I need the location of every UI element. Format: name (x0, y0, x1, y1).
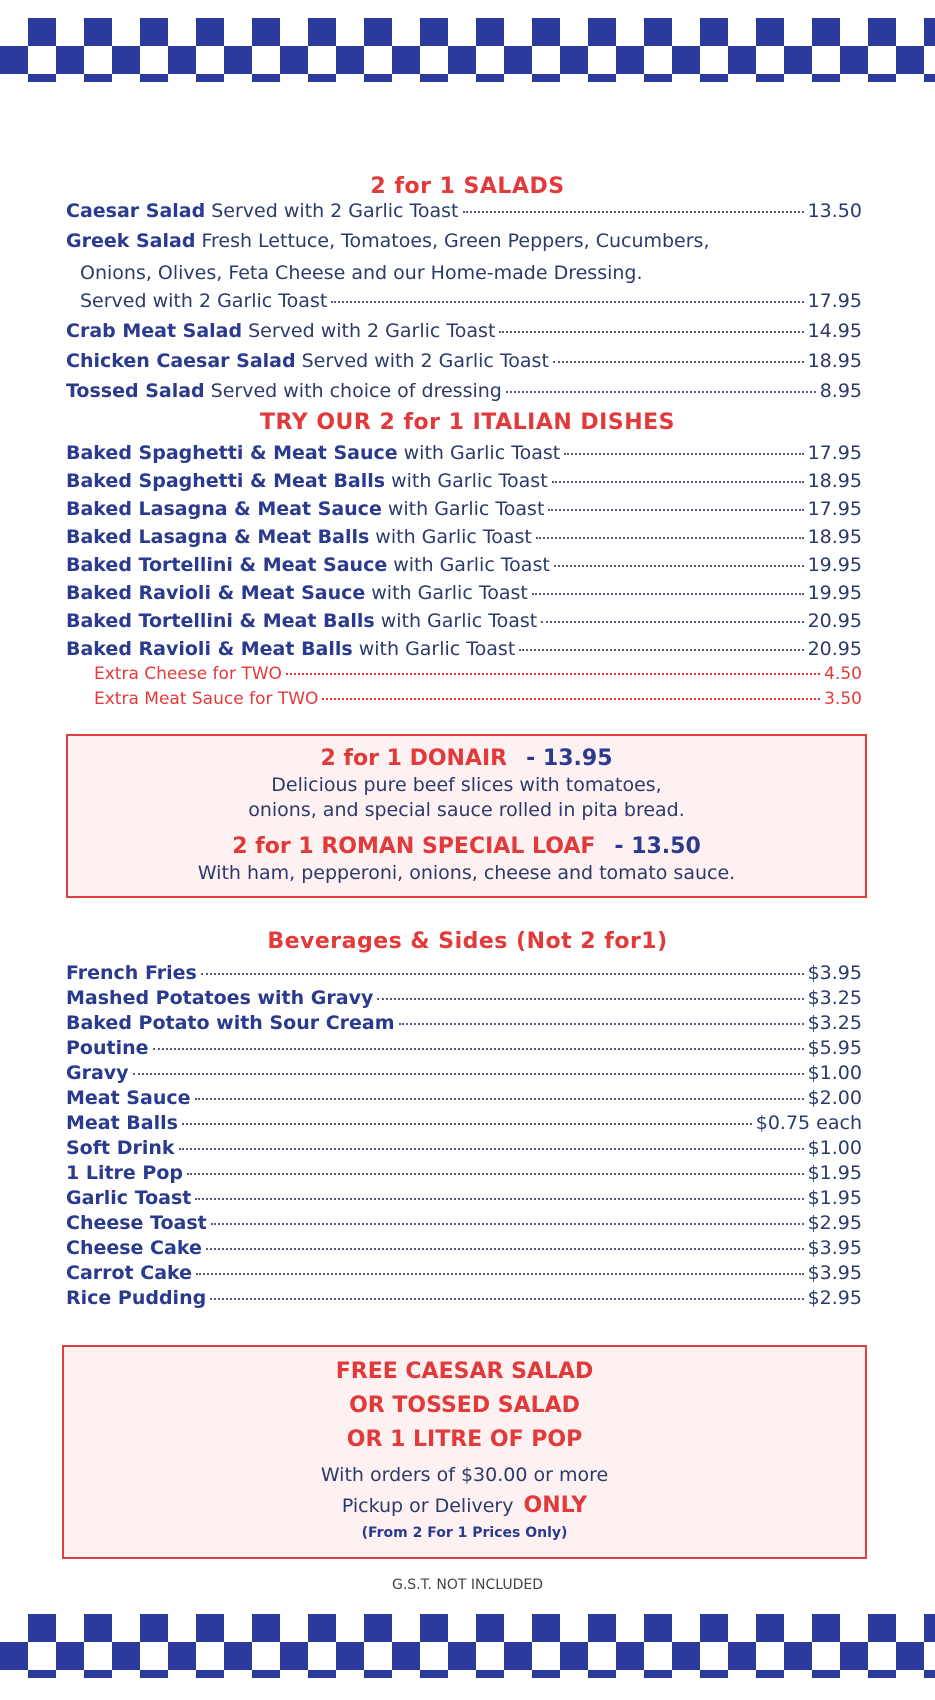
menu-item (66, 610, 862, 636)
dot-leader (210, 1298, 803, 1300)
item-name: Caesar Salad (66, 200, 206, 222)
item-name: Baked Lasagna & Meat Balls (66, 526, 370, 548)
menu-item (66, 962, 862, 987)
item-price: $3.95 (807, 962, 862, 984)
menu-item (66, 470, 862, 496)
menu-item (66, 1162, 862, 1187)
item-name: Meat Balls (66, 1112, 178, 1134)
item-price: $3.95 (807, 1262, 862, 1284)
dot-leader (133, 1073, 804, 1075)
item-name: Mashed Potatoes with Gravy (66, 987, 374, 1009)
item-price: $3.95 (807, 1237, 862, 1259)
item-price: $3.25 (807, 987, 862, 1009)
italian-title: TRY OUR 2 for 1 ITALIAN DISHES (259, 410, 676, 435)
item-price: 19.95 (807, 554, 862, 576)
menu-item (66, 1062, 862, 1087)
item-name: Baked Ravioli & Meat Balls (66, 638, 353, 660)
dot-leader (552, 481, 804, 483)
dot-leader (536, 537, 804, 539)
menu-item (66, 1212, 862, 1237)
dot-leader (399, 1023, 804, 1025)
item-name: Crab Meat Salad (66, 320, 243, 342)
menu-item (66, 1012, 862, 1037)
item-desc: with Garlic Toast (358, 638, 516, 660)
item-price: 17.95 (807, 498, 862, 520)
item-name: Rice Pudding (66, 1287, 207, 1309)
item-price: $2.00 (807, 1087, 862, 1109)
item-price: $1.00 (807, 1137, 862, 1159)
item-price: 18.95 (807, 470, 862, 492)
item-desc: with Garlic Toast (393, 554, 550, 576)
dot-leader (182, 1123, 752, 1125)
item-name: French Fries (66, 962, 197, 984)
item-desc: Fresh Lettuce, Tomatoes, Green Peppers, Cucumbers, (201, 230, 710, 252)
item-name: Gravy (66, 1062, 129, 1084)
item-desc: with Garlic Toast (371, 582, 528, 604)
menu-item-continued (80, 290, 862, 316)
item-name: Tossed Salad (66, 380, 205, 402)
item-name: Baked Spaghetti & Meat Sauce (66, 442, 398, 464)
dot-leader (331, 301, 803, 303)
extra-desc: Extra Meat Sauce for TWO (94, 689, 319, 709)
dot-leader (195, 1198, 803, 1200)
dot-leader (532, 593, 804, 595)
menu-item (66, 200, 862, 226)
item-name: Carrot Cake (66, 1262, 193, 1284)
item-price: $1.95 (807, 1162, 862, 1184)
item-name: Greek Salad (66, 230, 196, 252)
dot-leader (506, 391, 816, 393)
menu-item (66, 350, 862, 376)
item-name: Baked Spaghetti & Meat Balls (66, 470, 386, 492)
menu-item (66, 1237, 862, 1262)
item-name: Baked Ravioli & Meat Sauce (66, 582, 366, 604)
loaf-heading (68, 834, 865, 859)
menu-item (66, 320, 862, 346)
salads-title: 2 for 1 SALADS (370, 174, 565, 199)
item-price: 19.95 (807, 582, 862, 604)
donair-heading (68, 746, 865, 771)
extra-price: 4.50 (824, 664, 862, 684)
donair-desc-1: Delicious pure beef slices with tomatoes, (271, 774, 662, 796)
menu-item (66, 1112, 862, 1137)
item-price: 17.95 (807, 442, 862, 464)
free-line-1: FREE CAESAR SALAD (335, 1359, 594, 1384)
extra-item (94, 689, 862, 715)
item-desc: with Garlic Toast (403, 442, 561, 464)
item-desc-line: Onions, Olives, Feta Cheese and our Home-made Dressing. (80, 262, 643, 284)
item-price: $5.95 (807, 1037, 862, 1059)
item-price: $3.25 (807, 1012, 862, 1034)
loaf-price: - 13.50 (614, 834, 701, 859)
item-price: 8.95 (819, 380, 862, 402)
dot-leader (286, 673, 820, 675)
item-price: 17.95 (807, 290, 862, 312)
item-price: $2.95 (807, 1212, 862, 1234)
extra-desc: Extra Cheese for TWO (94, 664, 282, 684)
item-name: Soft Drink (66, 1137, 175, 1159)
item-desc: Served with 2 Garlic Toast (80, 290, 328, 312)
pickup-text: Pickup or Delivery (341, 1495, 514, 1517)
dot-leader (541, 621, 803, 623)
item-price: $2.95 (807, 1287, 862, 1309)
extra-price: 3.50 (824, 689, 862, 709)
free-line-4: With orders of $30.00 or more (320, 1464, 609, 1486)
item-name: Cheese Cake (66, 1237, 202, 1259)
item-price: 13.50 (807, 200, 862, 222)
donair-desc-2: onions, and special sauce rolled in pita bread. (248, 799, 685, 821)
loaf-desc: With ham, pepperoni, onions, cheese and tomato sauce. (197, 862, 736, 884)
item-price: $0.75 each (755, 1112, 862, 1134)
item-name: Baked Potato with Sour Cream (66, 1012, 395, 1034)
dot-leader (196, 1273, 804, 1275)
free-line-5 (64, 1493, 865, 1518)
dot-leader (211, 1223, 804, 1225)
menu-item (66, 554, 862, 580)
dot-leader (377, 998, 803, 1000)
item-desc: Served with 2 Garlic Toast (248, 320, 496, 342)
only-text: ONLY (523, 1493, 588, 1518)
item-price: $1.95 (807, 1187, 862, 1209)
checkered-border-bottom (0, 1614, 935, 1678)
item-name: Poutine (66, 1037, 149, 1059)
item-price: 20.95 (807, 610, 862, 632)
free-offer-box (62, 1345, 867, 1559)
item-desc: Served with 2 Garlic Toast (211, 200, 459, 222)
menu-item (66, 380, 862, 406)
donair-title: 2 for 1 DONAIR (320, 746, 508, 771)
menu-item (66, 498, 862, 524)
checkered-border-top (0, 18, 935, 82)
menu-item (66, 442, 862, 468)
loaf-title: 2 for 1 ROMAN SPECIAL LOAF (232, 834, 596, 859)
item-desc: with Garlic Toast (387, 498, 545, 520)
item-price: 20.95 (807, 638, 862, 660)
beverages-title: Beverages & Sides (Not 2 for1) (267, 929, 668, 954)
item-price: $1.00 (807, 1062, 862, 1084)
item-name: Meat Sauce (66, 1087, 191, 1109)
dot-leader (519, 649, 803, 651)
item-name: Baked Tortellini & Meat Sauce (66, 554, 388, 576)
dot-leader (553, 361, 804, 363)
menu-item (66, 1037, 862, 1062)
item-desc: Served with choice of dressing (210, 380, 502, 402)
donair-box (66, 734, 867, 898)
menu-item (66, 230, 862, 256)
item-desc: Served with 2 Garlic Toast (301, 350, 549, 372)
dot-leader (201, 973, 804, 975)
menu-item (66, 1287, 862, 1312)
extra-item (94, 664, 862, 690)
item-price: 14.95 (807, 320, 862, 342)
item-desc: with Garlic Toast (380, 610, 538, 632)
dot-leader (187, 1173, 804, 1175)
item-name: Garlic Toast (66, 1187, 192, 1209)
dot-leader (554, 565, 804, 567)
dot-leader (195, 1098, 804, 1100)
menu-item (66, 987, 862, 1012)
item-name: Cheese Toast (66, 1212, 207, 1234)
item-desc: with Garlic Toast (391, 470, 548, 492)
dot-leader (206, 1248, 804, 1250)
item-desc: with Garlic Toast (375, 526, 532, 548)
free-line-2: OR TOSSED SALAD (349, 1393, 580, 1418)
menu-item (66, 526, 862, 552)
dot-leader (564, 453, 803, 455)
menu-item (66, 1087, 862, 1112)
gst-note: G.S.T. NOT INCLUDED (391, 1577, 544, 1593)
menu-item (66, 638, 862, 664)
menu-item (66, 1137, 862, 1162)
item-name: Chicken Caesar Salad (66, 350, 296, 372)
dot-leader (153, 1048, 804, 1050)
dot-leader (548, 509, 803, 511)
item-name: 1 Litre Pop (66, 1162, 183, 1184)
item-name: Baked Tortellini & Meat Balls (66, 610, 375, 632)
dot-leader (463, 211, 804, 213)
menu-item (66, 582, 862, 608)
item-price: 18.95 (807, 526, 862, 548)
dot-leader (179, 1148, 804, 1150)
item-name: Baked Lasagna & Meat Sauce (66, 498, 382, 520)
dot-leader (499, 331, 803, 333)
donair-price: - 13.95 (526, 746, 613, 771)
free-line-6: (From 2 For 1 Prices Only) (361, 1525, 568, 1541)
menu-item (66, 1187, 862, 1212)
free-line-3: OR 1 LITRE OF POP (346, 1427, 583, 1452)
item-price: 18.95 (807, 350, 862, 372)
menu-item (66, 1262, 862, 1287)
dot-leader (322, 698, 820, 700)
